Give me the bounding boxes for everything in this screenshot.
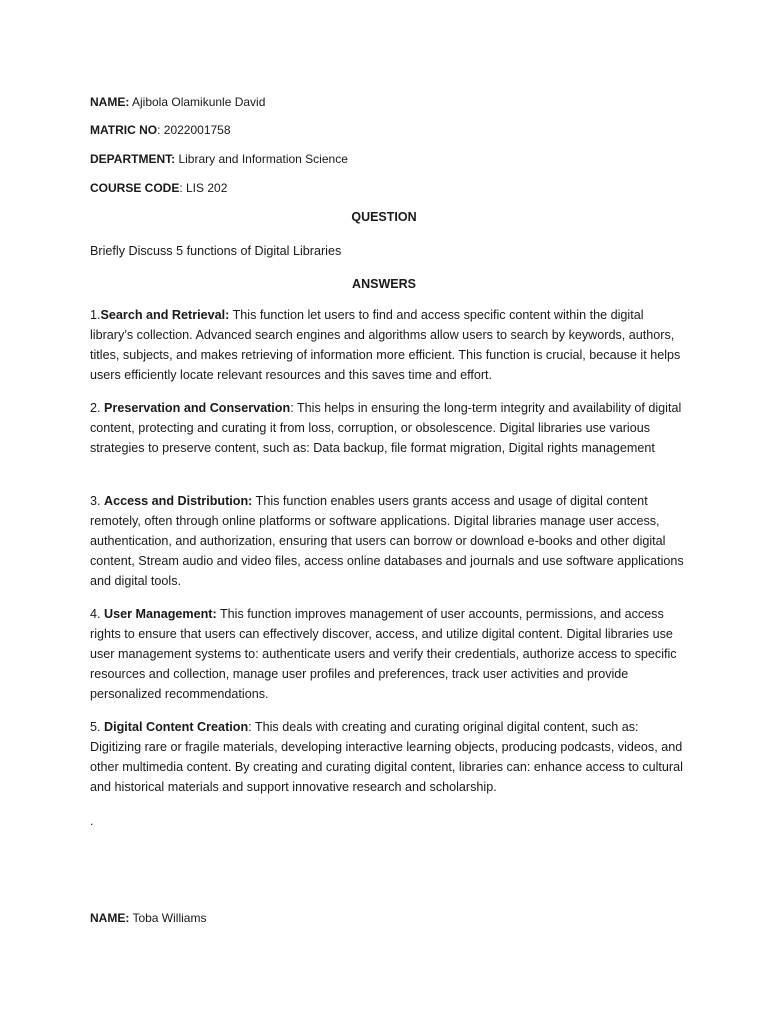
footer-name-value: Toba Williams [129,911,207,925]
course-code-label: COURSE CODE [90,181,180,195]
answer-body: This function let users to find and access specific content within the digital library’s collection. Advanced search engines and algorithms allow users to search by keywords, authors, titles, subjects, and makes retrieving of information more efficient. This function is crucial, because it helps users efficiently locate relevant resources and this saves time and effort. [90,308,681,382]
course-code-value: : LIS 202 [179,181,228,195]
student-name-line [90,94,265,110]
department-value: Library and Information Science [175,152,348,166]
footer-name-line [90,910,206,926]
footer-name-label: NAME: [90,911,130,925]
matric-line [90,122,231,138]
answer-title: Digital Content Creation [104,720,249,734]
question-text: Briefly Discuss 5 functions of Digital Libraries [90,244,342,258]
answer-body: : This deals with creating and curating original digital content, such as: Digitizing rare or fragile materials, developing interactive learning objects, producing podcasts, videos, and other multimedia content. By creating and curating digital content, libraries can: enhance access to cultural and historical materials and support innovative research and scholarship. [90,720,683,794]
answer-title: User Management: [104,607,217,621]
answer-title: Access and Distribution: [104,494,253,508]
answer-prefix: 1. [90,308,101,322]
answer-item-1 [90,305,688,385]
answer-item-3 [90,491,688,591]
student-name-label: NAME: [90,95,130,109]
answer-prefix: 4. [90,607,105,621]
course-code-line [90,180,227,196]
answer-prefix: 5. [90,720,105,734]
question-heading: QUESTION [351,210,417,224]
matric-label: MATRIC NO [90,123,158,137]
answer-title: Search and Retrieval: [100,308,230,322]
matric-value: : 2022001758 [157,123,231,137]
trailing-dot: . [90,814,94,828]
student-name-value: Ajibola Olamikunle David [129,95,266,109]
answer-item-4 [90,604,688,704]
answer-prefix: 3. [90,494,105,508]
answers-heading: ANSWERS [352,277,416,291]
answer-body: This function enables users grants access and usage of digital content remotely, often through online platforms or software applications. Digital libraries manage user access, authentication, and authorization, ensuring that users can borrow or download e-books and other digital content, Stream audio and video files, access online databases and journals and use software applications and digital tools. [90,494,684,588]
department-line [90,151,348,167]
answer-item-5 [90,717,688,797]
answer-prefix: 2. [90,401,105,415]
department-label: DEPARTMENT: [90,152,176,166]
answer-body: This function improves management of user accounts, permissions, and access rights to ensure that users can effectively discover, access, and utilize digital content. Digital libraries use user management systems to: authenticate users and verify their credentials, authorize access to specific resources and collection, manage user profiles and preferences, track user activities and provide personalized recommendations. [90,607,677,701]
answer-item-2 [90,398,688,458]
answer-body: : This helps in ensuring the long-term integrity and availability of digital content, protecting and curating it from loss, corruption, or obsolescence. Digital libraries use various strategies to preserve content, such as: Data backup, file format migration, Digital rights management [90,401,682,455]
answer-title: Preservation and Conservation [104,401,291,415]
